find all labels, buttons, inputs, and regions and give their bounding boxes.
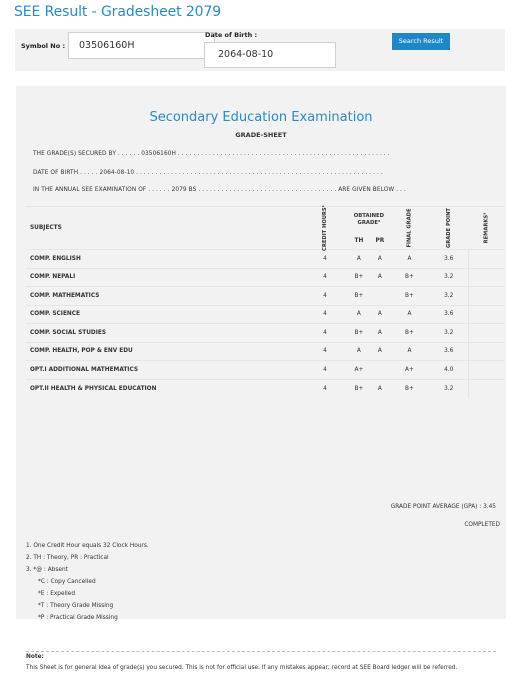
symbol-label: Symbol No :: [21, 42, 66, 50]
pr-grade: A: [370, 379, 390, 398]
pr-grade: A: [370, 342, 390, 361]
col-final-grade-label: FINAL GRADE: [406, 208, 413, 248]
th-grade: A: [348, 305, 370, 324]
th-grade: A: [348, 342, 370, 361]
col-credit-hours: [302, 207, 348, 250]
sheet-subtitle: GRADE-SHEET: [235, 131, 287, 139]
note-item: *T : Theory Grade Missing: [38, 603, 114, 609]
gradesheet-panel: [16, 86, 506, 671]
grade-point: 3.2: [429, 287, 469, 306]
subject-name: OPT.I ADDITIONAL MATHEMATICS: [26, 361, 302, 380]
page-title: SEE Result - Gradesheet 2079: [14, 4, 222, 20]
pr-grade: A: [370, 305, 390, 324]
final-grade: B+: [390, 268, 429, 287]
table-row: [26, 287, 504, 306]
table-row: [26, 379, 504, 398]
final-grade: A: [390, 342, 429, 361]
table-row: [26, 342, 504, 361]
table-row: [26, 324, 504, 343]
result-status: COMPLETED: [464, 522, 500, 528]
th-grade: A: [348, 250, 370, 269]
remarks: [469, 361, 504, 380]
pr-grade: A: [370, 324, 390, 343]
remarks: [469, 342, 504, 361]
final-grade: A+: [390, 361, 429, 380]
pr-grade: A: [370, 268, 390, 287]
final-grade: A: [390, 305, 429, 324]
table-row: [26, 361, 504, 380]
subject-name: COMP. SOCIAL STUDIES: [26, 324, 302, 343]
final-grade: B+: [390, 287, 429, 306]
grades-table: [26, 206, 504, 398]
credit-hours: 4: [302, 342, 348, 361]
credit-hours: 4: [302, 361, 348, 380]
sheet-title: Secondary Education Examination: [149, 110, 373, 125]
grade-point: 3.2: [429, 268, 469, 287]
col-final-grade: [390, 207, 429, 250]
grade-point: 3.6: [429, 250, 469, 269]
final-grade: B+: [390, 324, 429, 343]
credit-hours: 4: [302, 324, 348, 343]
credit-hours: 4: [302, 287, 348, 306]
note-item: 3. *@ : Absent: [26, 567, 68, 573]
final-grade: A: [390, 250, 429, 269]
subject-name: COMP. NEPALI: [26, 268, 302, 287]
pr-grade: [370, 287, 390, 306]
col-remarks: [469, 207, 504, 250]
col-subjects: SUBJECTS: [26, 207, 302, 250]
remarks: [469, 250, 504, 269]
grade-point: 3.6: [429, 305, 469, 324]
pr-grade: A: [370, 250, 390, 269]
table-row: [26, 305, 504, 324]
col-pr: PR: [375, 237, 385, 244]
th-grade: B+: [348, 324, 370, 343]
note-item: 2. TH : Theory, PR : Practical: [26, 555, 109, 561]
subject-name: COMP. HEALTH, POP & ENV EDU: [26, 342, 302, 361]
info-exam-year: IN THE ANNUAL SEE EXAMINATION OF . . . . . . 2079 BS . . . . . . . . . . . . . . . . . . . . . . . . . . . . . . . . . . . . ARE GIVEN BELOW . . .: [33, 187, 406, 193]
col-grade-point-label: GRADE POINT: [445, 208, 452, 248]
col-credit-hours-label: CREDIT HOURS¹: [321, 205, 328, 251]
remarks: [469, 305, 504, 324]
search-result-button[interactable]: Search Result: [392, 33, 450, 50]
table-row: [26, 268, 504, 287]
note-text: This Sheet is for general idea of grade(s) you secured. This is not for official use. If any mistakes appear; record at SEE Board ledger will be referred.: [26, 665, 458, 671]
note-item: *E : Expelled: [38, 591, 76, 597]
note-heading: Note:: [26, 654, 44, 660]
credit-hours: 4: [302, 268, 348, 287]
credit-hours: 4: [302, 250, 348, 269]
search-form: [15, 29, 505, 71]
subject-name: COMP. SCIENCE: [26, 305, 302, 324]
subject-name: OPT.II HEALTH & PHYSICAL EDUCATION: [26, 379, 302, 398]
note-item: *P : Practical Grade Missing: [38, 615, 118, 621]
col-grade-point: [429, 207, 469, 250]
remarks: [469, 379, 504, 398]
gpa-summary: GRADE POINT AVERAGE (GPA) : 3.45: [390, 504, 496, 510]
col-remarks-label: REMARKS³: [483, 212, 490, 244]
col-th: TH: [354, 237, 364, 244]
grade-point: 3.2: [429, 324, 469, 343]
th-grade: B+: [348, 268, 370, 287]
col-obtained-grade: OBTAINED GRADE²: [348, 207, 390, 233]
info-date-of-birth: DATE OF BIRTH . . . . . 2064-08-10 . . . . . . . . . . . . . . . . . . . . . . . . . . . . . . . . . . . . . . . . . . . . . . . . . . . . . . . . . . . . . . . .: [33, 170, 383, 176]
th-grade: B+: [348, 287, 370, 306]
note-divider: [26, 651, 496, 652]
subject-name: COMP. ENGLISH: [26, 250, 302, 269]
grade-point: 4.0: [429, 361, 469, 380]
symbol-input[interactable]: 03506160H: [68, 32, 215, 59]
pr-grade: [370, 361, 390, 380]
remarks: [469, 268, 504, 287]
remarks: [469, 324, 504, 343]
note-item: *C : Copy Cancelled: [38, 579, 96, 585]
final-grade: B+: [390, 379, 429, 398]
note-item: 1. One Credit Hour equals 32 Clock Hours.: [26, 543, 149, 549]
remarks: [469, 287, 504, 306]
th-grade: B+: [348, 379, 370, 398]
table-row: [26, 250, 504, 269]
grade-point: 3.6: [429, 342, 469, 361]
notes-list: [26, 540, 149, 624]
th-grade: A+: [348, 361, 370, 380]
credit-hours: 4: [302, 379, 348, 398]
grade-point: 3.2: [429, 379, 469, 398]
dob-label: Date of Birth :: [205, 31, 258, 39]
subject-name: COMP. MATHEMATICS: [26, 287, 302, 306]
credit-hours: 4: [302, 305, 348, 324]
info-secured-by: THE GRADE(S) SECURED BY . . . . . . 03506160H . . . . . . . . . . . . . . . . . . . . . . . . . . . . . . . . . . . . . . . . . . . . . . . . . . . . . . .: [33, 151, 390, 157]
dob-input[interactable]: 2064-08-10: [204, 42, 336, 68]
